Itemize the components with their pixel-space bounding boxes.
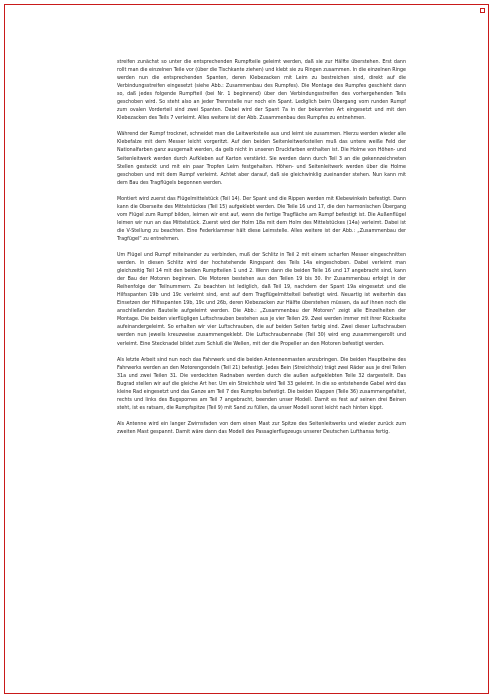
- corner-mark: [480, 8, 485, 13]
- paragraph-tail-unit: Während der Rumpf trocknet, schneidet man die Leitwerksteile aus und leimt sie zusammen. Hierzu werden wieder alle Klebefalze mit dem Messer leicht vorgeritzt. Auf den beiden Seitenleitwerksteilen muß das untere weiße Feld der Nationalfarben ganz ausgemalt werden, da gelb nicht in unseren Druckfarben enthalten ist. Die Holme von Höhen- und Seitenleitwerk werden durch Aufkleben auf Karton verstärkt. Sie werden dann durch Teil 3 an die gekennzeichneten Stellen gesteckt und mit ein paar Tropfen Leim festgehalten. Höhen- und Seitenleitwerk werden über die Holme geschoben und mit dem Rumpf verleimt. Achtet aber darauf, daß sie gleichwinklig zueinander stehen. Nun kann mit dem Bau des Tragflügels begonnen werden.: [117, 132, 406, 186]
- paragraph-engines: Um Flügel und Rumpf miteinander zu verbinden, muß der Schlitz in Teil 2 mit einem scharfen Messer eingeschnitten werden. In diesen Schlitz wird der hochstehende Ringspant des Teils 14a eingeschoben. Dabei verleimt man gleichzeitig Teil 14 mit den beiden Rumpfteilen 1 und 2. Wenn dann die beiden Teile 16 und 17 angebracht sind, kann der Bau der Motoren beginnen. Die Motoren bestehen aus den Teilen 19 bis 30. Ihr Zusammenbau erfolgt in der Reihenfolge der Teilnummern. Zu beachten ist lediglich, daß Teil 19, nachdem der Spant 19a eingesetzt und die Hilfsspanten 19b und 19c verleimt sind, erst auf dem Tragflügelmittelteil befestigt wird. Neuartig ist weiterhin das Einsetzen der Hilfsspanten 19b, 19c und 26b, deren Klebezacken zur Hälfte überstehen müssen, da auf ihnen noch die anschließenden Bauteile aufgeleimt werden. Die Abb.: „Zusammenbau der Motoren“ zeigt alle Einzelheiten der Montage. Die beiden vierflügligen Luftschrauben bestehen aus je vier Teilen 29. Zwei werden immer mit ihrer Rückseite aufeinandergeleimt. So erhalten wir vier Luftschrauben, die auf beiden Seiten farbig sind. Zwei dieser Luftschrauben werden nun jeweils kreuzweise zusammengeklebt. Die Luftschraubennabe (Teil 30) wird eng zusammengerollt und verleimt. Eine Stecknadel bildet zum Schluß die Wellen, mit der die Propeller an den Motoren befestigt werden.: [117, 252, 406, 347]
- paragraph-antenna: Als Antenne wird ein langer Zwirnsfaden von dem einen Mast zur Spitze des Seitenleitwerks und wieder zurück zum zweiten Mast gespannt. Damit wäre dann das Modell des Passagierflugzeugs unserer Deutschen Lufthansa fertig.: [117, 421, 406, 435]
- paragraph-fuselage-assembly: streifen zunächst so unter die entsprechenden Rumpfteile geleimt werden, daß sie zur Hälfte überstehen. Erst dann rollt man die einzelnen Teile vor (über die Tischkante ziehen) und klebt sie zu Ringen zusammen. In die einzelnen Ringe werden nun die entsprechenden Spanten, deren Klebezacken mit Leim zu bestreichen sind, direkt auf die Verbindungsstreifen eingesetzt (siehe Abb.: Zusammenbau des Rumpfes). Die Montage des Rumpfes geschieht dann so, daß jedes folgende Rumpfteil (bei Nr. 1 beginnend) über den Verbindungsstreifen des vorhergehenden Teils geschoben wird. So steht also an jeder Trennstelle nur noch ein Spant. Lediglich beim Übergang vom runden Rumpf zum ovalen Vorderteil sind zwei Spanten. Dabei wird der Spant 7a in der bekannten Art eingesetzt und mit den Klebezacken des Teils 7 verleimt. Alles weitere ist der Abb. Zusammenbau des Rumpfes zu entnehmen.: [117, 60, 406, 122]
- paragraph-landing-gear: Als letzte Arbeit sind nun noch das Fahrwerk und die beiden Antennenmasten anzubringen. Die beiden Hauptbeine des Fahrwerks werden an den Motorengondeln (Teil 21) befestigt. Jedes Bein (Streichholz) trägt zwei Räder aus je drei Teilen 31a und zwei Teilen 31. Die verdeckten Radnaben werden durch die außen aufgeklebten Teile 32 dargestellt. Das Bugrad stellen wir auf die gleiche Art her. Um ein Streichholz wird Teil 33 geleimt. In die so entstehende Gabel wird das kleine Rad eingesetzt und das Ganze am Teil 7 des Rumpfes befestigt. Die beiden Klappen (Teile 36) zusammengefaltet, rechts und links des Bugspornes am Teil 7 angebracht, beenden unser Modell. Damit es fest auf seinen drei Beinen steht, ist es ratsam, die Rumpfspitze (Teil 9) mit Sand zu füllen, da unser Modell sonst leicht nach hinten kippt.: [117, 357, 406, 411]
- paragraph-wing-center-section: Montiert wird zuerst das Flügelmittelstück (Teil 14). Der Spant und die Rippen werden mit Klebewinkeln befestigt. Dann kann die Oberseite des Mittelstückes (Teil 15) aufgeklebt werden. Die Teile 16 und 17, die den harmonischen Übergang vom Flügel zum Rumpf bilden, leimen wir erst auf, wenn die fertige Tragfläche am Rumpf befestigt ist. Die Außenflügel leimen wir nun an das Mittelstück. Zuerst wird der Holm 18a mit dem Holm des Mittelstückes (14a) verleimt. Dabei ist die V-Stellung zu beachten. Eine Federklammer hält diese Leimstelle. Alles weitere ist der Abb.: „Zusammenbau der Tragfügel“ zu entnehmen.: [117, 196, 406, 242]
- document-page: [117, 59, 406, 437]
